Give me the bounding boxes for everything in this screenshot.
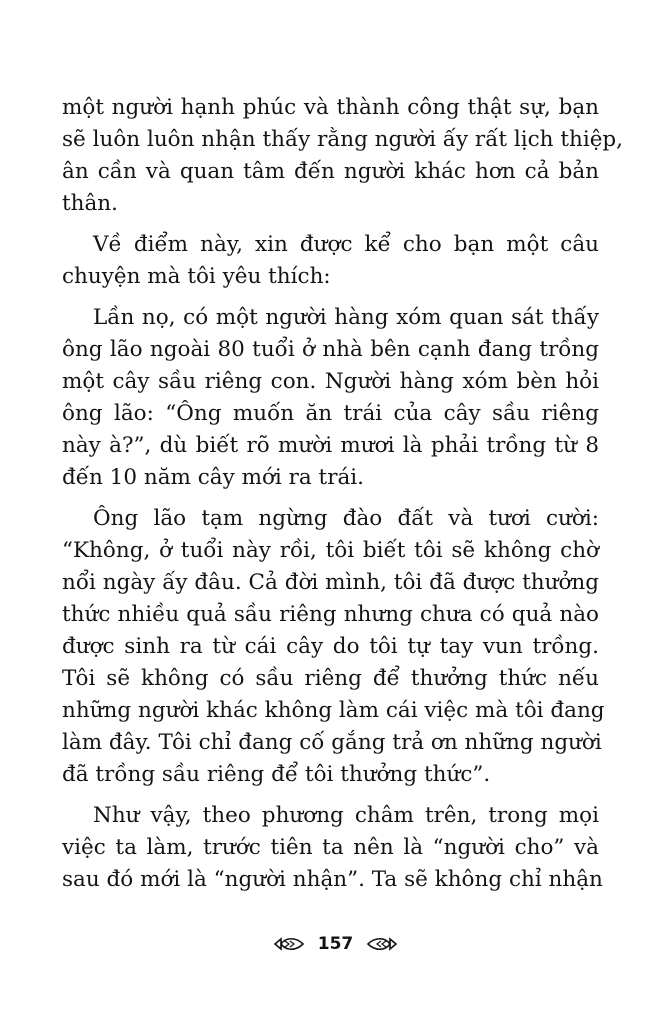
text-line: sẽ luôn luôn nhận thấy rằng người ấy rất lịch thiệp, <box>62 127 624 152</box>
page-number: 157 <box>317 934 354 954</box>
fish-ornament-left-icon <box>272 936 306 952</box>
text-line: Lần nọ, có một người hàng xóm quan sát thấy <box>93 305 599 330</box>
text-line: làm đây. Tôi chỉ đang cố gắng trả ơn những người <box>62 730 602 755</box>
text-line: đến 10 năm cây mới ra trái. <box>62 465 365 490</box>
text-line: Về điểm này, xin được kể cho bạn một câu <box>93 232 599 257</box>
text-line: nổi ngày ấy đâu. Cả đời mình, tôi đã được thưởng <box>62 570 599 595</box>
page-footer <box>0 931 671 957</box>
text-line: được sinh ra từ cái cây do tôi tự tay vun trồng. <box>62 634 599 659</box>
text-line: này à?”, dù biết rõ mười mươi là phải trồng từ 8 <box>62 433 599 458</box>
text-line: đã trồng sầu riêng để tôi thưởng thức”. <box>62 762 491 787</box>
text-line: Tôi sẽ không có sầu riêng để thưởng thức nếu <box>62 666 599 691</box>
text-line: thức nhiều quả sầu riêng nhưng chưa có quả nào <box>62 602 599 627</box>
text-line: thân. <box>62 191 118 216</box>
text-line: ông lão: “Ông muốn ăn trái của cây sầu riêng <box>62 401 599 426</box>
text-line: Như vậy, theo phương châm trên, trong mọi <box>93 803 599 828</box>
text-line: những người khác không làm cái việc mà tôi đang <box>62 698 605 723</box>
text-line: một cây sầu riêng con. Người hàng xóm bèn hỏi <box>62 369 599 394</box>
text-line: một người hạnh phúc và thành công thật sự, bạn <box>62 95 599 120</box>
text-line: sau đó mới là “người nhận”. Ta sẽ không chỉ nhận <box>62 867 603 892</box>
text-line: “Không, ở tuổi này rồi, tôi biết tôi sẽ không chờ <box>62 538 599 563</box>
fish-ornament-right-icon <box>365 936 399 952</box>
text-line: việc ta làm, trước tiên ta nên là “người cho” và <box>62 835 599 860</box>
text-line: Ông lão tạm ngừng đào đất và tươi cười: <box>93 506 599 531</box>
text-line: ân cần và quan tâm đến người khác hơn cả bản <box>62 159 599 184</box>
text-line: ông lão ngoài 80 tuổi ở nhà bên cạnh đang trồng <box>62 337 599 362</box>
text-line: chuyện mà tôi yêu thích: <box>62 264 331 289</box>
